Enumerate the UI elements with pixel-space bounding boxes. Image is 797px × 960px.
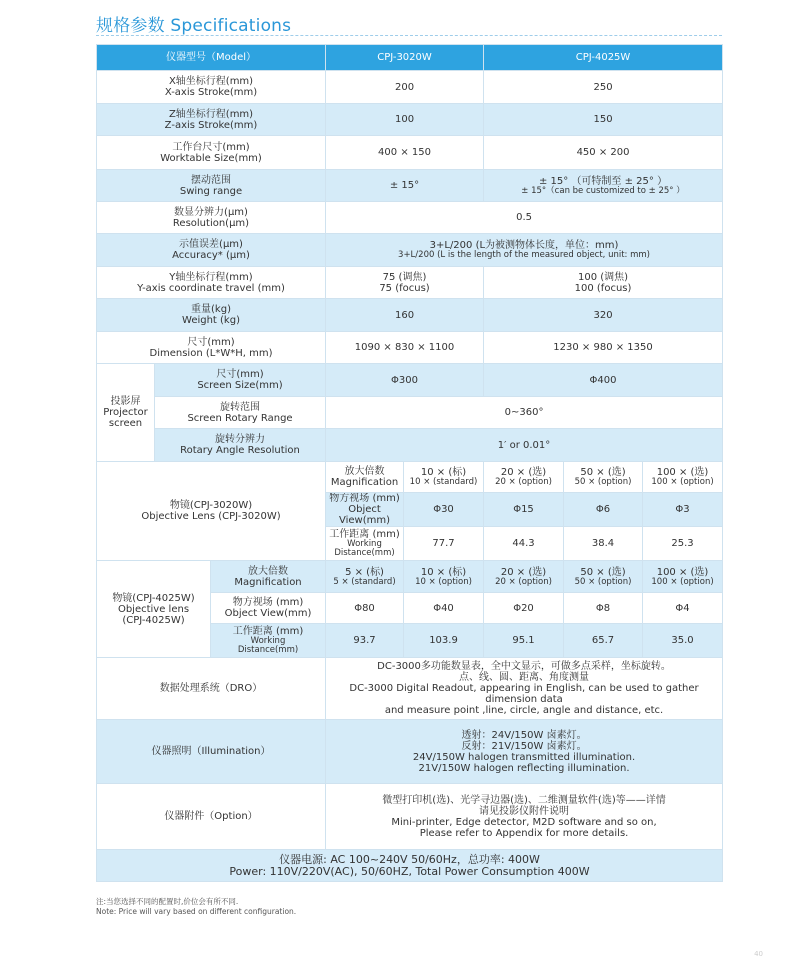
view-cell: Φ4 xyxy=(643,593,723,624)
projector-screen-group-label xyxy=(97,364,155,462)
label-cn: Z轴坐标行程(mm) xyxy=(168,108,254,120)
value-cpj3020w: 200 xyxy=(326,71,484,104)
accuracy-cn: 3+L/200 (L为被测物体长度，单位：mm) xyxy=(429,240,619,251)
mag-en: 20 × (option) xyxy=(495,576,552,587)
value-shared xyxy=(326,234,723,267)
mag-cn: 5 × (标) xyxy=(345,566,384,578)
dro-line: DC-3000 Digital Readout, appearing in English, can be used to gather dimension data xyxy=(349,683,699,705)
y-en: 75 (focus) xyxy=(379,282,430,294)
row-label: 仪器照明（Illumination） xyxy=(97,720,326,784)
label-en: Z-axis Stroke(mm) xyxy=(164,119,258,131)
value-cpj4025w: 1230 × 980 × 1350 xyxy=(484,332,723,364)
mag-cell xyxy=(643,561,723,593)
view-cell: Φ30 xyxy=(404,493,484,527)
label-en: Distance(mm) xyxy=(334,548,395,558)
y-travel-row xyxy=(97,267,723,299)
wd-cell: 25.3 xyxy=(643,527,723,561)
price-note xyxy=(96,897,296,917)
row-label: 仪器附件（Option） xyxy=(97,784,326,850)
y-cn: 100 (调焦) xyxy=(577,271,629,283)
label-en: Object View(mm) xyxy=(339,504,391,526)
label-cn: 旋转范围 xyxy=(220,401,260,413)
view-cell: Φ8 xyxy=(564,593,643,624)
value-cpj3020w: 100 xyxy=(326,104,484,136)
note-cn: 注:当您选择不同的配置时,价位会有所不同. xyxy=(96,897,239,906)
dro-row xyxy=(97,658,723,720)
y-en: 100 (focus) xyxy=(574,282,632,294)
value-shared: 0~360° xyxy=(326,397,723,429)
mag-cn: 100 × (选) xyxy=(656,566,709,578)
table-header-row xyxy=(97,45,723,71)
option-line: Mini-printer, Edge detector, M2D software and so on, xyxy=(391,816,657,828)
swing-en: ± 15°（can be customized to ± 25° ） xyxy=(521,185,685,196)
row-label xyxy=(97,299,326,332)
value-shared: 0.5 xyxy=(326,202,723,234)
label-en: Weight (kg) xyxy=(182,315,240,326)
illumination-description xyxy=(326,720,723,784)
sub-label xyxy=(211,561,326,593)
z-stroke-row xyxy=(97,104,723,136)
row-label xyxy=(97,170,326,202)
dro-line: and measure point ,line, circle, angle and distance, etc. xyxy=(384,705,664,716)
weight-row xyxy=(97,299,723,332)
label-cn: 摆动范围 xyxy=(191,174,231,186)
mag-cell xyxy=(404,462,484,493)
sub-label xyxy=(326,493,404,527)
sub-label xyxy=(326,462,404,493)
sub-label xyxy=(211,593,326,624)
label-cn: 物方视场 (mm) xyxy=(329,493,400,504)
accuracy-en: 3+L/200 (L is the length of the measured object, unit: mm) xyxy=(398,250,651,260)
label-en: Magnification xyxy=(330,477,399,488)
label-cn: X轴坐标行程(mm) xyxy=(168,76,254,87)
group-en: (CPJ-4025W) xyxy=(122,614,185,626)
label-en: Dimension (L*W*H, mm) xyxy=(149,347,273,359)
mag-cn: 50 × (选) xyxy=(580,467,626,478)
value-cpj4025w: Φ400 xyxy=(484,364,723,397)
row-label xyxy=(97,104,326,136)
label-cn: 物方视场 (mm) xyxy=(232,597,304,608)
mag-en: 50 × (option) xyxy=(574,477,632,487)
value-cpj4025w xyxy=(484,170,723,202)
mag-cn: 50 × (选) xyxy=(580,566,626,578)
value-cpj3020w: 160 xyxy=(326,299,484,332)
view-cell: Φ6 xyxy=(564,493,643,527)
power-cn: 仪器电源: AC 100~240V 50/60Hz，总功率: 400W xyxy=(279,852,540,866)
dro-line: 点、线、圆、距离、角度测量 xyxy=(459,672,590,683)
row-label xyxy=(155,364,326,397)
label-en: Screen Size(mm) xyxy=(197,380,283,391)
row-label xyxy=(97,136,326,170)
wd-cell: 93.7 xyxy=(326,624,404,658)
mag-cell xyxy=(643,462,723,493)
value-cpj3020w: 1090 × 830 × 1100 xyxy=(326,332,484,364)
accuracy-row xyxy=(97,234,723,267)
view-cell: Φ3 xyxy=(643,493,723,527)
objective-lens-cpj3020w-label xyxy=(97,462,326,561)
value-cpj3020w: ± 15° xyxy=(326,170,484,202)
label-en: X-axis Stroke(mm) xyxy=(164,87,258,98)
page-title: 规格参数 Specifications xyxy=(96,16,292,36)
mag-cn: 20 × (选) xyxy=(500,566,547,578)
wd-cell: 44.3 xyxy=(484,527,564,561)
label-en: Distance(mm) xyxy=(237,645,299,655)
note-en: Note: Price will vary based on different configuration. xyxy=(96,907,297,916)
label-cn: 示值误差(μm) xyxy=(179,239,243,250)
wd-cell: 38.4 xyxy=(564,527,643,561)
option-line: 微型打印机(选)、光学寻边器(选)、二维测量软件(选)等——详情 xyxy=(382,794,666,806)
value-cpj4025w: 320 xyxy=(484,299,723,332)
option-line: Please refer to Appendix for more details. xyxy=(419,827,629,839)
value-cpj4025w: 150 xyxy=(484,104,723,136)
mag-cell xyxy=(326,561,404,593)
view-cell: Φ40 xyxy=(404,593,484,624)
label-cn: 重量(kg) xyxy=(191,304,231,315)
wd-cell: 65.7 xyxy=(564,624,643,658)
row-label xyxy=(155,397,326,429)
swing-cn: ± 15° （可特制至 ± 25° ） xyxy=(538,175,668,187)
value-cpj4025w: 450 × 200 xyxy=(484,136,723,170)
power-info xyxy=(97,850,723,882)
resolution-row xyxy=(97,202,723,234)
objective-lens-cpj4025w-label xyxy=(97,561,211,658)
illum-line: 24V/150W halogen transmitted illumination. xyxy=(412,751,636,763)
value-cpj3020w xyxy=(326,267,484,299)
lens1-magnification-row xyxy=(97,462,723,493)
group-en: Objective Lens (CPJ-3020W) xyxy=(141,511,281,522)
label-en: Working xyxy=(250,636,286,646)
title-divider xyxy=(96,35,722,36)
sub-label xyxy=(326,527,404,561)
dro-line: DC-3000多功能数显表，全中文显示，可做多点采样，坐标旋转。 xyxy=(377,661,671,672)
label-en: Y-axis coordinate travel (mm) xyxy=(137,282,285,294)
model-cpj4025w-header: CPJ-4025W xyxy=(484,45,723,71)
row-label xyxy=(97,71,326,104)
mag-en: 100 × (option) xyxy=(651,477,714,487)
label-en: Worktable Size(mm) xyxy=(160,152,262,164)
label-en: Working xyxy=(347,539,382,549)
mag-cell xyxy=(484,561,564,593)
mag-en: 10 × (option) xyxy=(415,576,472,587)
value-shared: 1′ or 0.01° xyxy=(326,429,723,462)
illumination-row xyxy=(97,720,723,784)
row-label: 数据处理系统（DRO） xyxy=(97,658,326,720)
illum-line: 21V/150W halogen reflecting illumination. xyxy=(418,762,630,774)
mag-cn: 20 × (选) xyxy=(500,467,547,478)
mag-en: 20 × (option) xyxy=(495,477,552,487)
x-stroke-row xyxy=(97,71,723,104)
label-en: Object View(mm) xyxy=(224,608,312,619)
illum-line: 透射：24V/150W 卤素灯。 xyxy=(461,729,587,741)
wd-cell: 103.9 xyxy=(404,624,484,658)
spec-table xyxy=(96,44,723,882)
label-cn: 放大倍数 xyxy=(248,565,288,577)
group-cn: 物镜(CPJ-3020W) xyxy=(169,500,253,511)
view-cell: Φ20 xyxy=(484,593,564,624)
row-label xyxy=(155,429,326,462)
row-label xyxy=(97,202,326,234)
label-cn: 工作台尺寸(mm) xyxy=(172,141,250,153)
group-en: screen xyxy=(108,418,143,429)
dimension-row xyxy=(97,332,723,364)
option-row xyxy=(97,784,723,850)
view-cell: Φ15 xyxy=(484,493,564,527)
row-label xyxy=(97,332,326,364)
model-header: 仪器型号（Model） xyxy=(97,45,326,71)
row-label xyxy=(97,234,326,267)
label-cn: 工作距离 (mm) xyxy=(232,626,304,637)
group-en: Projector xyxy=(103,407,148,418)
mag-cell xyxy=(484,462,564,493)
mag-en: 10 × (standard) xyxy=(409,477,478,487)
label-cn: 尺寸(mm) xyxy=(216,369,264,380)
mag-cell xyxy=(564,462,643,493)
value-cpj3020w: 400 × 150 xyxy=(326,136,484,170)
row-label xyxy=(97,267,326,299)
sub-label xyxy=(211,624,326,658)
wd-cell: 77.7 xyxy=(404,527,484,561)
label-cn: 放大倍数 xyxy=(344,466,385,477)
value-cpj3020w: Φ300 xyxy=(326,364,484,397)
mag-cell xyxy=(564,561,643,593)
group-en: Objective lens xyxy=(117,603,190,615)
label-cn: Y轴坐标行程(mm) xyxy=(169,271,253,283)
illum-line: 反射：21V/150W 卤素灯。 xyxy=(461,740,587,752)
option-line: 请见投影仪附件说明 xyxy=(479,805,570,817)
label-cn: 旋转分辨力 xyxy=(215,434,265,445)
mag-en: 5 × (standard) xyxy=(333,576,396,587)
mag-cn: 100 × (选) xyxy=(656,467,709,478)
mag-en: 50 × (option) xyxy=(574,576,632,587)
view-cell: Φ80 xyxy=(326,593,404,624)
label-cn: 数显分辨力(μm) xyxy=(174,206,248,218)
mag-cn: 10 × (标) xyxy=(420,566,467,578)
lens2-magnification-row xyxy=(97,561,723,593)
model-cpj3020w-header: CPJ-3020W xyxy=(326,45,484,71)
mag-cn: 10 × (标) xyxy=(420,467,467,478)
label-en: Rotary Angle Resolution xyxy=(180,445,300,456)
value-cpj4025w: 250 xyxy=(484,71,723,104)
mag-en: 100 × (option) xyxy=(651,576,714,587)
wd-cell: 95.1 xyxy=(484,624,564,658)
group-cn: 物镜(CPJ-4025W) xyxy=(112,592,195,604)
screen-size-row xyxy=(97,364,723,397)
label-en: Accuracy* (μm) xyxy=(172,250,250,261)
label-en: Screen Rotary Range xyxy=(187,412,293,424)
label-cn: 尺寸(mm) xyxy=(187,336,235,348)
screen-rotary-row xyxy=(97,397,723,429)
option-description xyxy=(326,784,723,850)
mag-cell xyxy=(404,561,484,593)
value-cpj4025w xyxy=(484,267,723,299)
label-en: Resolution(μm) xyxy=(172,217,250,229)
wd-cell: 35.0 xyxy=(643,624,723,658)
dro-description xyxy=(326,658,723,720)
group-cn: 投影屏 xyxy=(110,396,141,407)
worktable-size-row xyxy=(97,136,723,170)
y-cn: 75 (调焦) xyxy=(382,271,427,283)
rotary-resolution-row xyxy=(97,429,723,462)
power-row xyxy=(97,850,723,882)
power-en: Power: 110V/220V(AC), 50/60HZ, Total Power Consumption 400W xyxy=(229,864,590,878)
label-cn: 工作距离 (mm) xyxy=(329,529,400,540)
swing-range-row xyxy=(97,170,723,202)
label-en: Magnification xyxy=(234,576,302,588)
page-number: 40 xyxy=(754,950,763,958)
label-en: Swing range xyxy=(179,185,243,197)
